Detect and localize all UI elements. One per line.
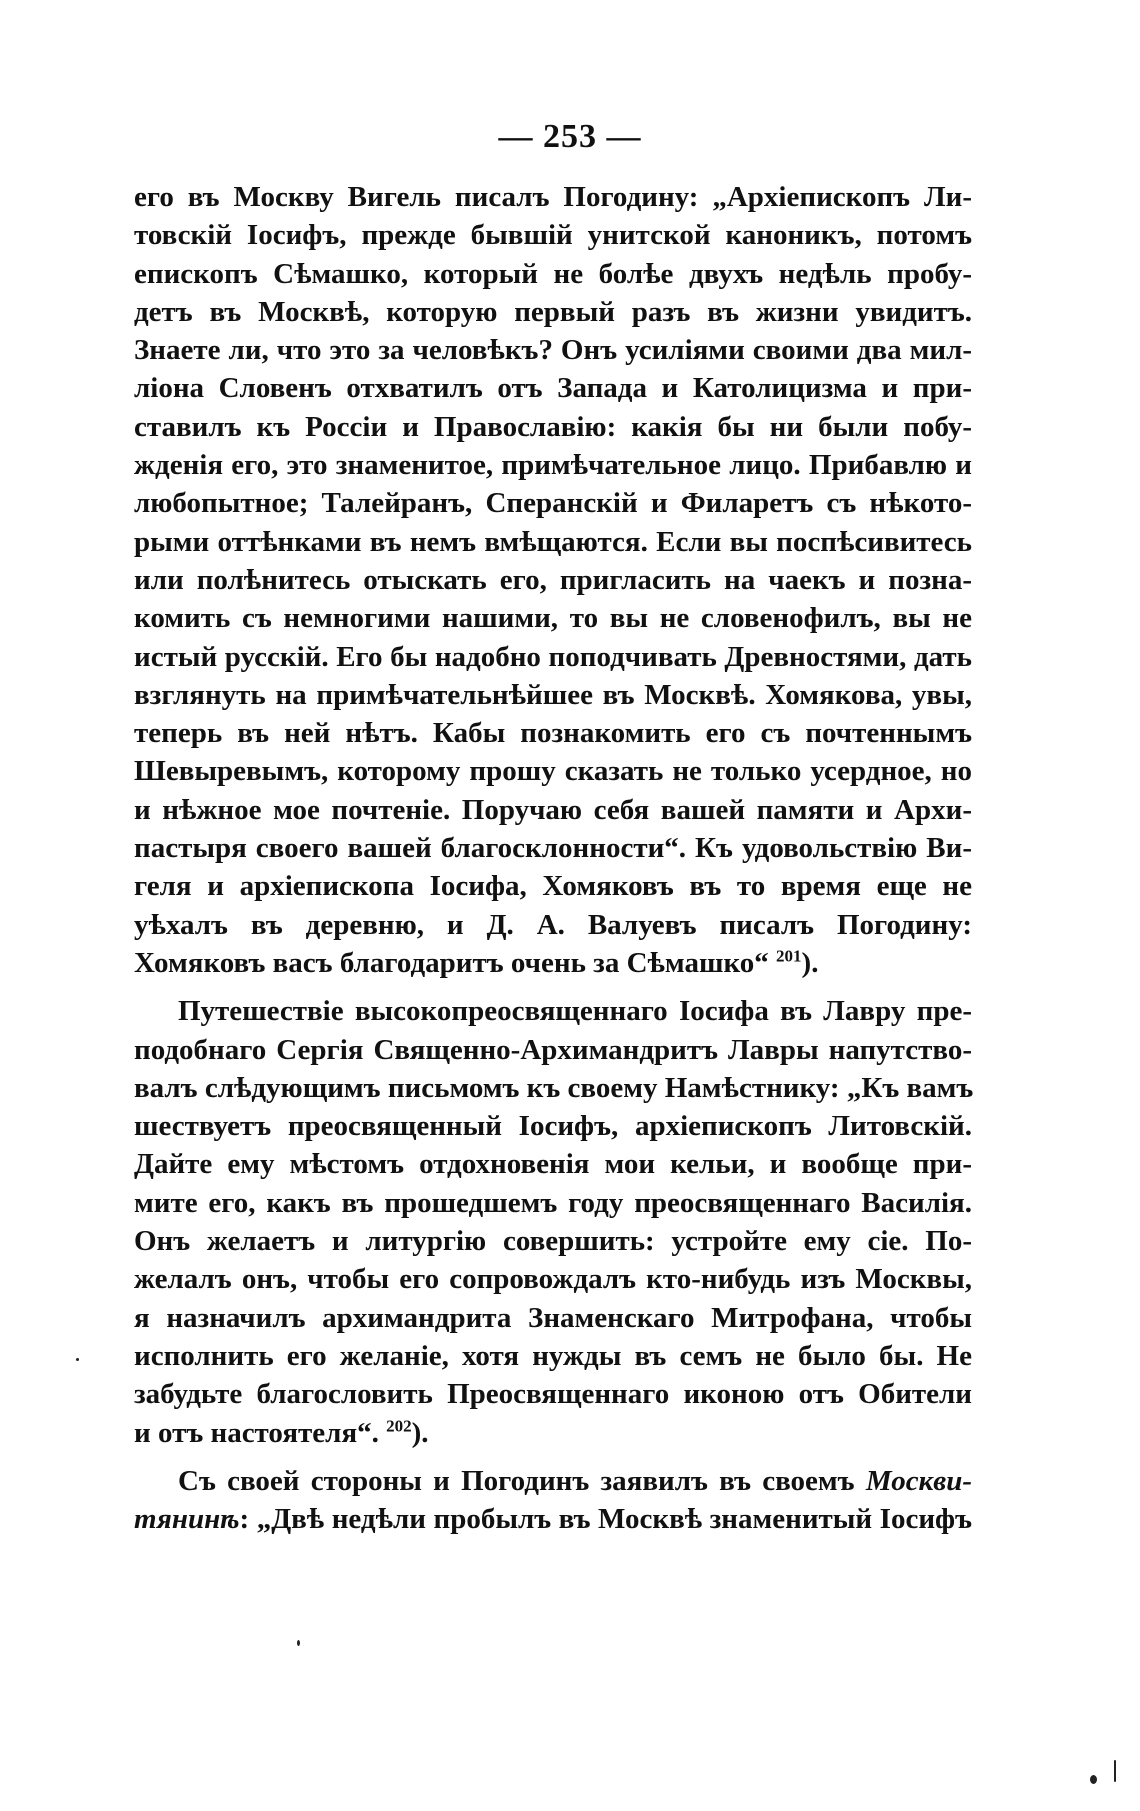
italic-title: тянинѣ <box>134 1503 240 1536</box>
text-line: рыми оттѣнками въ немъ вмѣщаются. Если вы поспѣсивитесь <box>134 525 972 558</box>
body-text <box>134 178 972 1538</box>
italic-title: Москви- <box>865 1464 972 1497</box>
text-line: валъ слѣдующимъ письмомъ къ своему Намѣстнику: „Къ вамъ <box>134 1071 974 1104</box>
text-line: Знаете ли, что это за человѣкъ? Онъ усиліями своими два мил- <box>134 334 972 367</box>
footnote-ref: 202 <box>386 1415 412 1435</box>
text-line <box>134 1500 972 1538</box>
text-line: шествуетъ преосвященный Іосифъ, архіепископъ Литовскій. <box>134 1110 972 1143</box>
text-line: жденія его, это знаменитое, примѣчательное лицо. Прибавлю и <box>134 449 972 482</box>
text-line-final <box>134 944 972 982</box>
text-fragment: Съ своей стороны и Погодинъ заявилъ въ своемъ <box>178 1464 866 1497</box>
text-line: исполнить его желаніе, хотя нужды въ семъ не было бы. Не <box>134 1339 972 1372</box>
text-line: ставилъ къ Россіи и Православію: какія бы ни были побу- <box>134 410 972 443</box>
scan-speck <box>297 1640 300 1646</box>
text-line: мите его, какъ въ прошедшемъ году преосвященнаго Василія. <box>134 1186 972 1219</box>
text-line: забудьте благословить Преосвященнаго иконою отъ Обители <box>134 1378 972 1411</box>
text-line: геля и архіепископа Іосифа, Хомяковъ въ то время еще не <box>134 870 972 903</box>
text-line: епископъ Сѣмашко, который не болѣе двухъ недѣль пробу- <box>134 257 972 290</box>
text-line: истый русскій. Его бы надобно поподчивать Древностями, дать <box>134 640 972 673</box>
text-line: Путешествіе высокопреосвященнаго Іосифа въ Лавру пре- <box>178 995 972 1028</box>
text-line: товскій Іосифъ, прежде бывшій унитской каноникъ, потомъ <box>134 219 972 252</box>
text-fragment: ). <box>411 1416 429 1449</box>
text-line: подобнаго Сергія Священно-Архимандритъ Лавры напутство- <box>134 1033 972 1066</box>
text-fragment: : „Двѣ недѣли пробылъ въ Москвѣ знаменитый Іосифъ <box>239 1503 972 1536</box>
paragraph-3 <box>134 1462 972 1539</box>
text-line: Онъ желаетъ и литургію совершить: устройте ему сіе. По- <box>134 1225 972 1258</box>
text-line: или полѣнитесь отыскать его, пригласить на чаекъ и позна- <box>134 563 972 596</box>
text-line: Шевыревымъ, которому прошу сказать не только усердное, но <box>134 755 972 788</box>
text-fragment: ). <box>801 946 819 979</box>
text-line: Дайте ему мѣстомъ отдохновенія мои кельи, и вообще при- <box>134 1148 972 1181</box>
footnote-ref: 201 <box>776 946 802 966</box>
text-line: желалъ онъ, чтобы его сопровождалъ кто-нибудь изъ Москвы, <box>134 1263 972 1296</box>
text-line <box>134 1462 972 1500</box>
text-line: взглянуть на примѣчательнѣйшее въ Москвѣ. Хомякова, увы, <box>134 678 972 711</box>
text-line: пастыря своего вашей благосклонности“. Къ удовольствію Ви- <box>134 832 972 865</box>
scan-speck <box>1090 1775 1097 1784</box>
text-line: ліона Словенъ отхватилъ отъ Запада и Католицизма и при- <box>134 372 972 405</box>
text-line: и нѣжное мое почтеніе. Поручаю себя вашей памяти и Архи- <box>134 793 972 826</box>
page-number: — 253 — <box>498 118 642 155</box>
paragraph-2 <box>134 992 972 1452</box>
text-line: уѣхалъ въ деревню, и Д. А. Валуевъ писалъ Погодину: <box>134 908 972 941</box>
text-fragment: и отъ настоятеля“. <box>134 1416 379 1449</box>
text-fragment: Хомяковъ васъ благодаритъ очень за Сѣмашко“ <box>134 946 769 979</box>
text-line-final <box>134 1414 972 1452</box>
text-line: я назначилъ архимандрита Знаменскаго Митрофана, чтобы <box>134 1301 972 1334</box>
text-line: любопытное; Талейранъ, Сперанскій и Филаретъ съ нѣкото- <box>134 487 972 520</box>
paragraph-1 <box>134 178 972 982</box>
scan-speck <box>1114 1760 1116 1782</box>
text-line: его въ Москву Вигель писалъ Погодину: „Архіепископъ Ли- <box>134 181 972 213</box>
text-line: детъ въ Москвѣ, которую первый разъ въ жизни увидитъ. <box>134 295 972 328</box>
text-line: комить съ немногими нашими, то вы не словенофилъ, вы не <box>134 602 972 635</box>
text-line: теперь въ ней нѣтъ. Кабы познакомить его съ почтеннымъ <box>134 717 972 750</box>
scan-speck <box>76 1358 79 1361</box>
